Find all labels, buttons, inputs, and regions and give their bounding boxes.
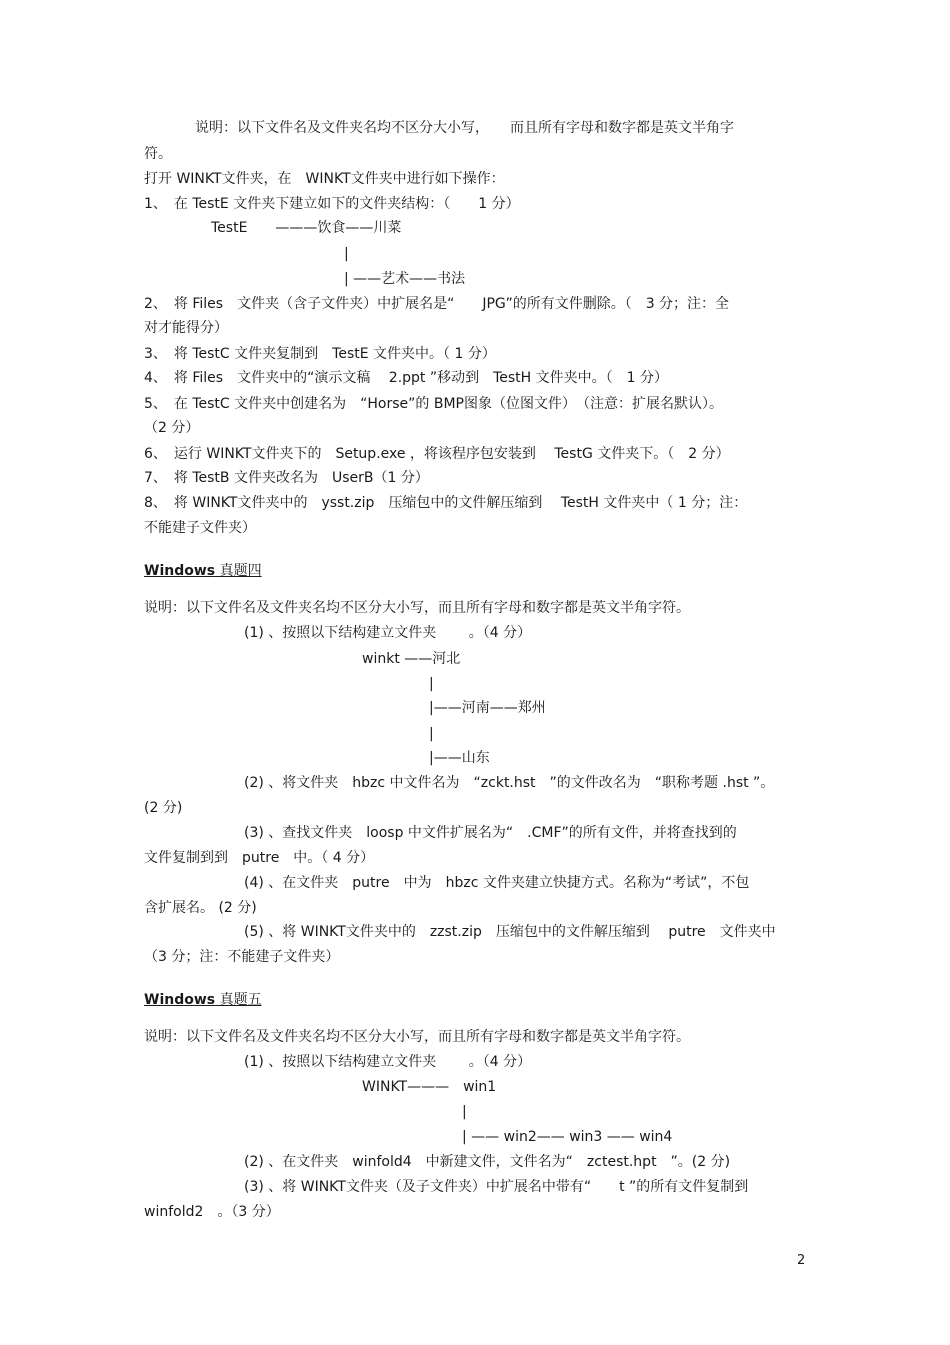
intro-line: 符。 bbox=[144, 146, 172, 162]
folder-tree-line: TestE ———饮食——川菜 bbox=[211, 220, 402, 236]
task-item: 7、 将 TestB 文件夹改名为 UserB（1 分） bbox=[144, 470, 429, 486]
task-item: winfold2 。（3 分） bbox=[144, 1204, 280, 1220]
folder-tree-line: |——山东 bbox=[429, 750, 490, 766]
section-heading: Windows 真题五 bbox=[144, 992, 262, 1008]
task-item: 3、 将 TestC 文件夹复制到 TestE 文件夹中。（ 1 分） bbox=[144, 346, 496, 362]
task-item: (3) 、查找文件夹 loosp 中文件扩展名为“ .CMF”的所有文件，并将查找到的 bbox=[244, 825, 737, 841]
task-item: (4) 、在文件夹 putre 中为 hbzc 文件夹建立快捷方式。名称为“考试”，不包 bbox=[244, 875, 750, 891]
task-item: (2) 、将文件夹 hbzc 中文件名为 “zckt.hst ”的文件改名为 “职称考题 .hst ”。 bbox=[244, 775, 775, 791]
folder-tree-line: | bbox=[462, 1104, 467, 1120]
task-item: (3) 、将 WINKT文件夹（及子文件夹）中扩展名中带有“ t ”的所有文件复制到 bbox=[244, 1179, 749, 1195]
folder-tree-line: winkt ——河北 bbox=[362, 651, 461, 667]
task-item: 不能建子文件夹） bbox=[144, 520, 256, 536]
task-item: （2 分） bbox=[144, 420, 200, 436]
task-item: (2 分) bbox=[144, 800, 183, 816]
section-note: 说明：以下文件名及文件夹名均不区分大小写，而且所有字母和数字都是英文半角字符。 bbox=[144, 1029, 690, 1045]
folder-tree-line: WINKT——— win1 bbox=[362, 1079, 497, 1095]
task-item: 6、 运行 WINKT文件夹下的 Setup.exe ，将该程序包安装到 TestG 文件夹下。（ 2 分） bbox=[144, 446, 730, 462]
task-item: 对才能得分） bbox=[144, 320, 228, 336]
folder-tree-line: |——河南——郑州 bbox=[429, 700, 546, 716]
task-item: 5、 在 TestC 文件夹中创建名为 “Horse”的 BMP图象（位图文件） （注意：扩展名默认）。 bbox=[144, 396, 723, 412]
section-heading: Windows 真题四 bbox=[144, 563, 262, 579]
task-item: 2、 将 Files 文件夹（含子文件夹）中扩展名是“ JPG”的所有文件删除。（ 3 分；注：全 bbox=[144, 296, 730, 312]
task-item: (5) 、将 WINKT文件夹中的 zzst.zip 压缩包中的文件解压缩到 putre 文件夹中 bbox=[244, 924, 776, 940]
section-note: 说明：以下文件名及文件夹名均不区分大小写，而且所有字母和数字都是英文半角字符。 bbox=[144, 600, 690, 616]
task-item: (1) 、按照以下结构建立文件夹 。（4 分） bbox=[244, 625, 532, 641]
intro-line: 打开 WINKT文件夹，在 WINKT文件夹中进行如下操作： bbox=[144, 171, 505, 187]
task-item: 含扩展名。 (2 分) bbox=[144, 900, 257, 916]
folder-tree-line: | bbox=[344, 246, 349, 262]
folder-tree-line: | —— win2—— win3 —— win4 bbox=[462, 1129, 673, 1145]
folder-tree-line: | ——艺术——书法 bbox=[344, 271, 466, 287]
task-item: 8、 将 WINKT文件夹中的 ysst.zip 压缩包中的文件解压缩到 TestH 文件夹中（ 1 分；注： bbox=[144, 495, 748, 511]
task-item: 文件复制到到 putre 中。（ 4 分） bbox=[144, 850, 375, 866]
folder-tree-line: | bbox=[429, 676, 434, 692]
task-item: (2) 、在文件夹 winfold4 中新建文件，文件名为“ zctest.hpt ”。(2 分) bbox=[244, 1154, 731, 1170]
task-item: (1) 、按照以下结构建立文件夹 。（4 分） bbox=[244, 1054, 532, 1070]
task-item: （3 分；注：不能建子文件夹） bbox=[144, 949, 340, 965]
intro-line: 说明：以下文件名及文件夹名均不区分大小写， 而且所有字母和数字都是英文半角字 bbox=[195, 120, 734, 136]
folder-tree-line: | bbox=[429, 726, 434, 742]
task-item: 1、 在 TestE 文件夹下建立如下的文件夹结构：（ 1 分） bbox=[144, 196, 520, 212]
task-item: 4、 将 Files 文件夹中的“演示文稿 2.ppt ”移动到 TestH 文件夹中。（ 1 分） bbox=[144, 370, 669, 386]
page-number: 2 bbox=[797, 1253, 806, 1268]
